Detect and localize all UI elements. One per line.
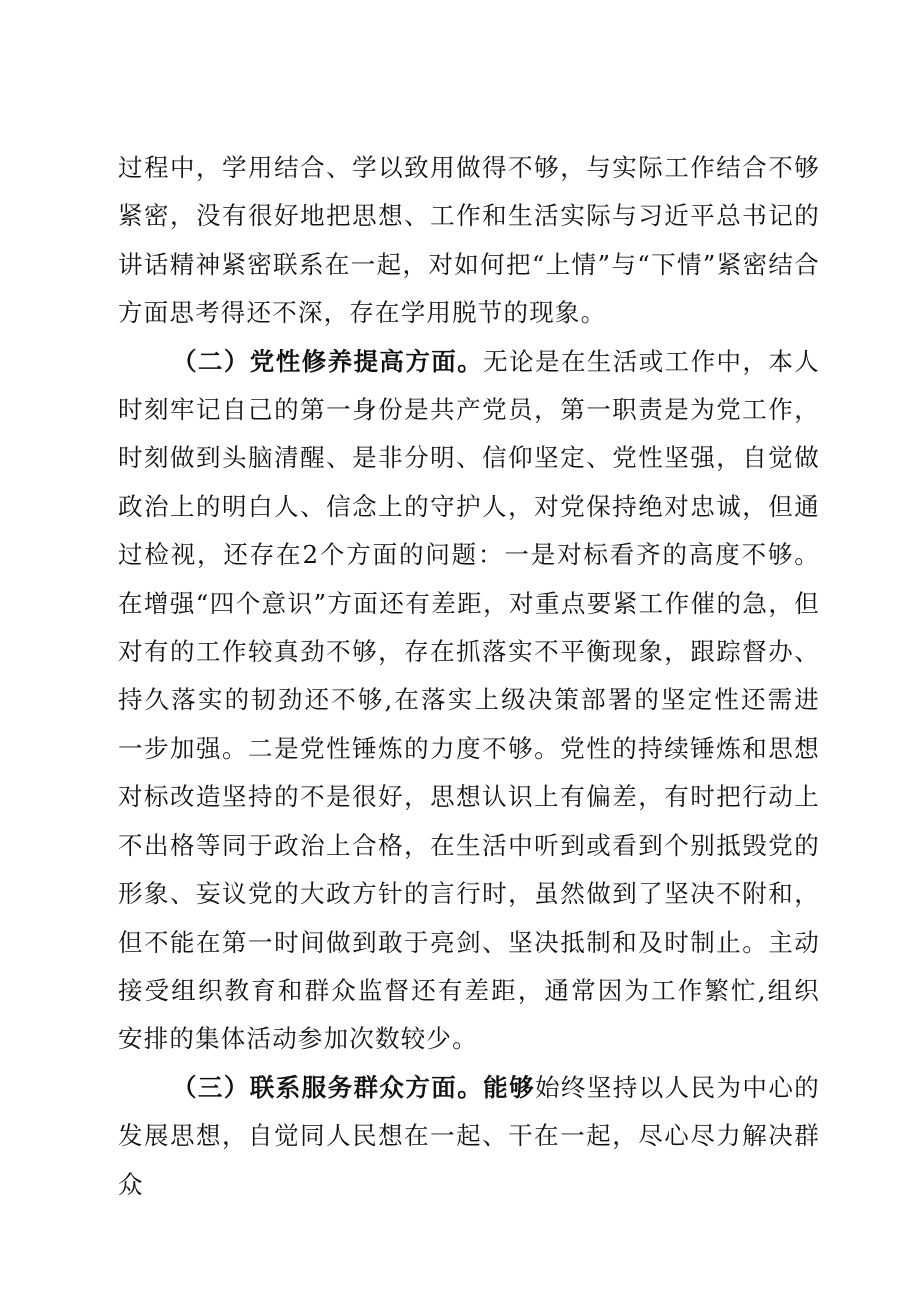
paragraph-party-cultivation: [118, 338, 820, 1064]
document-body: [118, 144, 820, 1209]
section-heading-serving-masses: （三）联系服务群众方面。能够: [172, 1072, 535, 1102]
paragraph-text: 无论是在生活或工作中，本人时刻牢记自己的第一身份是共产党员，第一职责是为党工作，时刻做到头脑清醒、是非分明、信仰坚定、党性坚强，自觉做政治上的明白人、信念上的守护人，对党保持绝对忠诚，但通过检视，还存在2个方面的问题：一是对标看齐的高度不够。在增强“四个意识”方面还有差距，对重点要紧工作催的急，但对有的工作较真劲不够，存在抓落实不平衡现象，跟踪督办、持久落实的韧劲还不够,在落实上级决策部署的坚定性还需进一步加强。二是党性锤炼的力度不够。党性的持续锤炼和思想对标改造坚持的不是很好，思想认识上有偏差，有时把行动上不出格等同于政治上合格，在生活中听到或看到个别抵毁党的形象、妄议党的大政方针的言行时，虽然做到了坚决不附和，但不能在第一时间做到敢于亮剑、坚决抵制和及时制止。主动接受组织教育和群众监督还有差距，通常因为工作繁忙,组织安排的集体活动参加次数较少。: [118, 346, 820, 1054]
paragraph-serving-masses: [118, 1064, 820, 1209]
paragraph-study-application: [118, 144, 820, 338]
paragraph-text: 过程中，学用结合、学以致用做得不够，与实际工作结合不够紧密，没有很好地把思想、工作和生活实际与习近平总书记的讲话精神紧密联系在一起，对如何把“上情”与“下情”紧密结合方面思考得还不深，存在学用脱节的现象。: [118, 153, 820, 328]
section-heading-party-cultivation: （二）党性修养提高方面。: [172, 346, 484, 376]
paragraph-text: 始终坚持以人民为中心的发展思想，自觉同人民想在一起、干在一起，尽心尽力解决群众: [118, 1072, 820, 1199]
